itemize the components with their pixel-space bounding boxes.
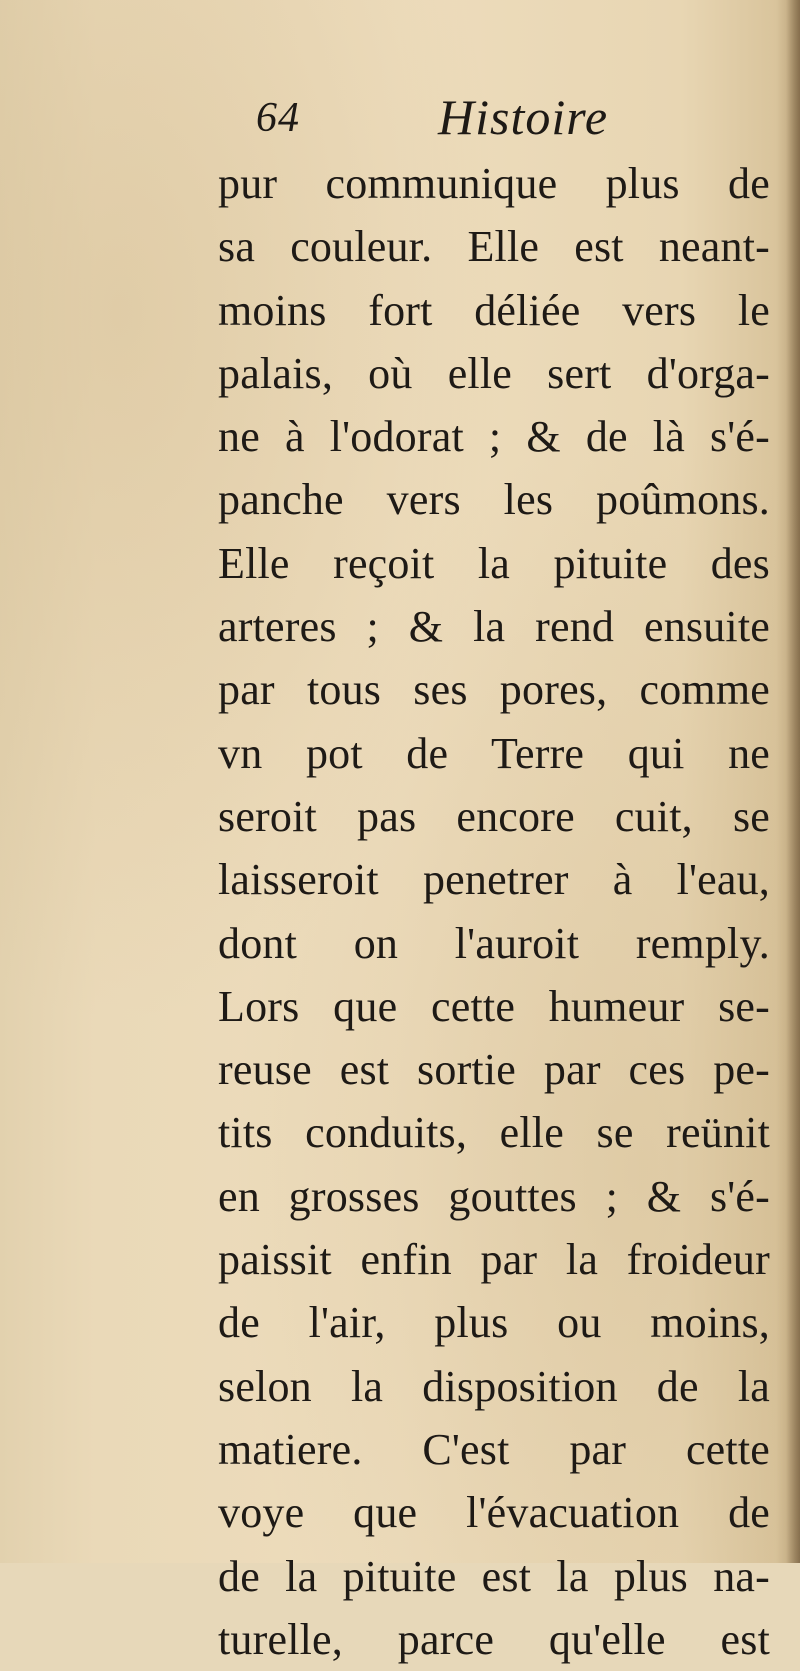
text-line: en grosses gouttes ; & s'é- — [218, 1171, 770, 1221]
text-line: palais, où elle sert d'orga- — [218, 348, 770, 398]
running-title: Histoire — [438, 89, 609, 145]
text-line: moins fort déliée vers le — [218, 285, 770, 335]
page-number: 64 — [256, 95, 300, 141]
text-line: de la pituite est la plus na- — [218, 1551, 770, 1601]
text-line: de l'air, plus ou moins, — [218, 1298, 770, 1348]
body-text — [218, 152, 770, 1671]
text-line: dont on l'auroit remply. — [218, 918, 770, 968]
text-line: ne à l'odorat ; & de là s'é- — [218, 412, 770, 462]
text-line: matiere. C'est par cette — [218, 1424, 770, 1474]
text-line: selon la disposition de la — [218, 1361, 770, 1411]
text-line: paissit enfin par la froideur — [218, 1235, 770, 1285]
text-line: arteres ; & la rend ensuite — [218, 602, 770, 652]
text-line: turelle, parce qu'elle est — [218, 1614, 770, 1664]
text-line: pur communique plus de — [218, 159, 770, 208]
text-line: laisseroit penetrer à l'eau, — [218, 855, 770, 905]
text-line: reuse est sortie par ces pe- — [218, 1045, 770, 1095]
text-line: tits conduits, elle se reünit — [218, 1108, 770, 1158]
text-line: panche vers les poûmons. — [218, 475, 770, 525]
text-line: voye que l'évacuation de — [218, 1488, 770, 1538]
text-line: Elle reçoit la pituite des — [218, 538, 770, 588]
text-line: sa couleur. Elle est neant- — [218, 222, 770, 272]
page-header — [250, 88, 670, 148]
page-gutter-shadow — [786, 0, 800, 1563]
text-line: par tous ses pores, comme — [218, 665, 770, 715]
text-line: vn pot de Terre qui ne — [218, 728, 770, 778]
text-line: Lors que cette humeur se- — [218, 981, 770, 1031]
text-line: seroit pas encore cuit, se — [218, 791, 770, 841]
